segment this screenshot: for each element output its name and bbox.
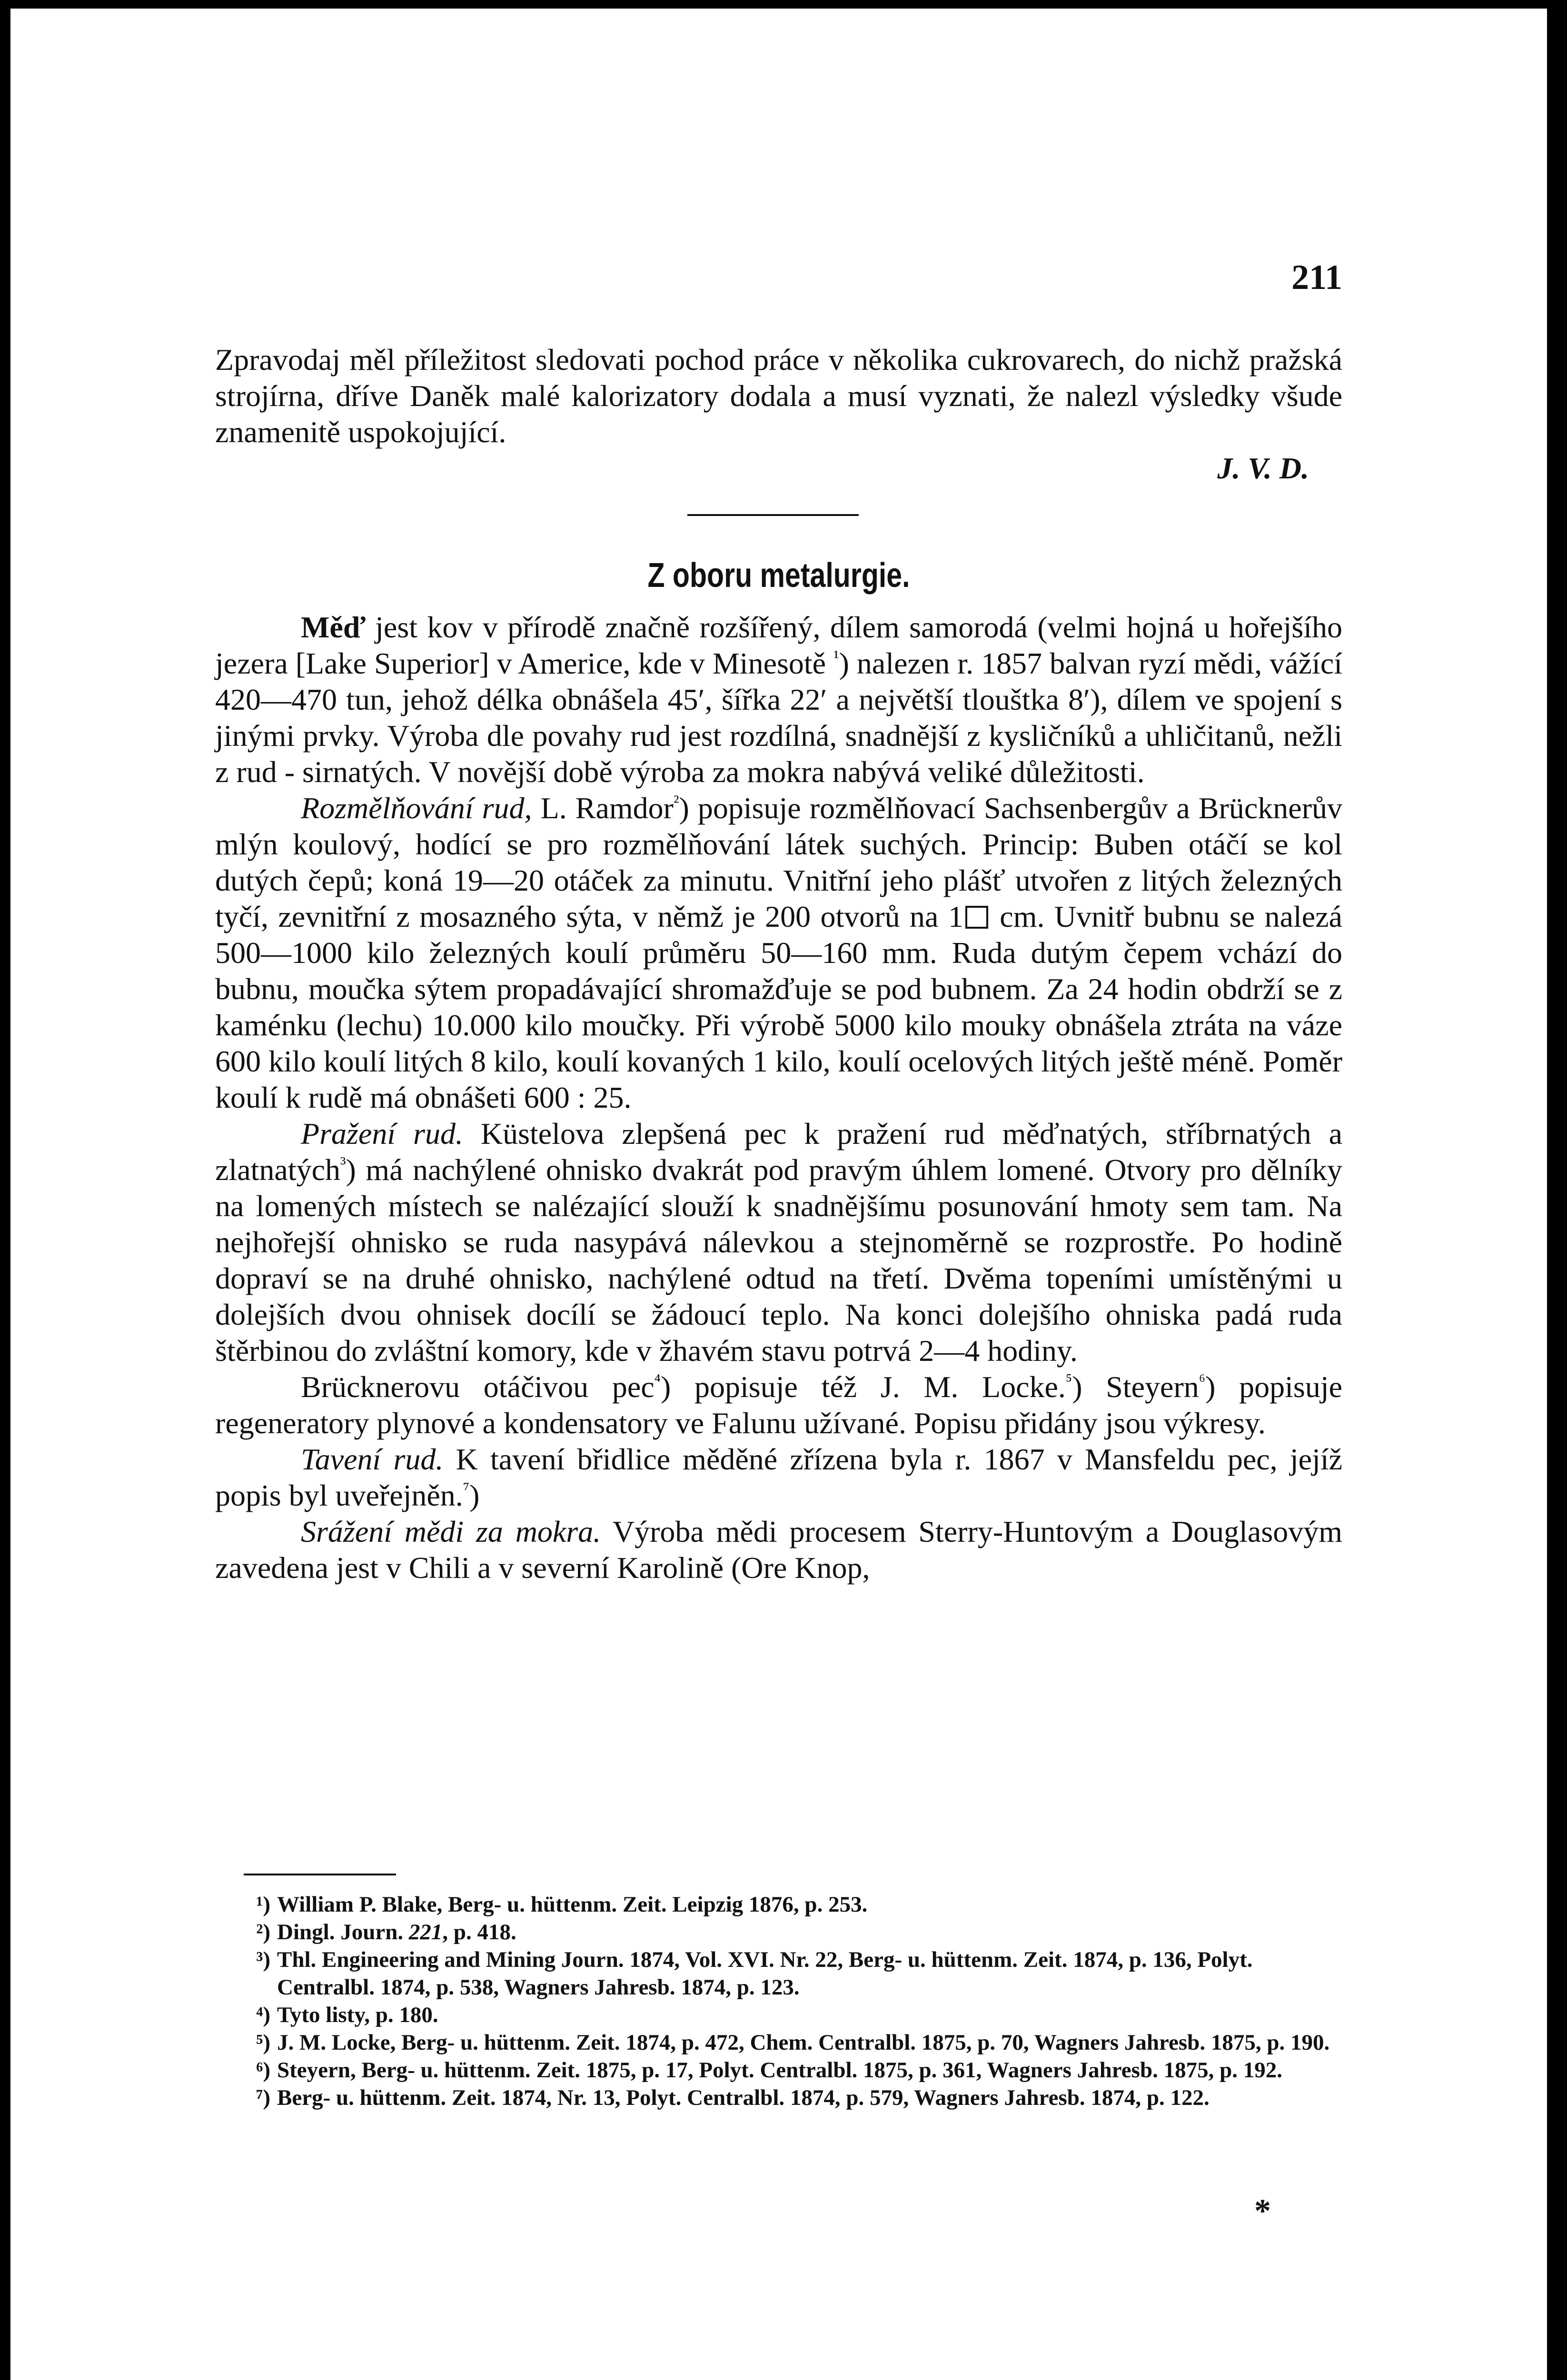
footnote-text (277, 1918, 1342, 1946)
text-run: ) (469, 1478, 480, 1512)
text-run: Küstelova zlepšená pec k pražení rud měďnatých, stříbrnatých a zlatnatých (215, 1117, 1343, 1187)
footnote-5 (215, 2029, 1342, 2056)
footnote-mark: ²) (256, 1920, 270, 1944)
subsection-title: Srážení mědi za mokra. (301, 1515, 601, 1548)
paragraph-copper (215, 609, 1342, 790)
text-run: ) popisuje regeneratory plynové a kondensatory ve Falunu užívané. Popisu přidány jsou výkresy. (215, 1370, 1343, 1440)
footnote-ref: ⁵ (1065, 1370, 1072, 1391)
footnote-mark: ⁷) (256, 2085, 270, 2110)
footnote-ref: ¹ (833, 647, 839, 667)
footnote-mark: ⁴) (256, 2003, 270, 2027)
footnote-mark: ³) (256, 1947, 270, 1972)
paragraph-furnace (215, 1369, 1342, 1441)
footnotes (215, 1891, 1342, 2112)
text-run: L. Ramdor (532, 791, 674, 825)
footnote-4 (215, 2001, 1342, 2029)
text-run: ) popisuje též J. M. Locke. (661, 1370, 1066, 1404)
footnote-text: Thl. Engineering and Mining Journ. 1874, Vol. XVI. Nr. 22, Berg- u. hüttenm. Zeit. 1874, p. 136, Polyt. Centralbl. 1874, p. 538, Wagners Jahresb. 1874, p. 123. (277, 1947, 1253, 2000)
subsection-title: Tavení rud. (301, 1442, 444, 1476)
footnote-2 (215, 1918, 1342, 1946)
text-run: K tavení břidlice měděné zřízena byla r. 1867 v Mansfeldu pec, jejíž popis byl uveřejněn. (215, 1442, 1343, 1512)
intro-paragraph: Zpravodaj měl příležitost sledovati pochod práce v několika cukrovarech, do nichž pražská strojírna, dříve Daněk malé kalorizatory dodala a musí vyznati, že nalezl výsledky všude znamenitě uspokojující. (215, 343, 1342, 449)
paragraph-grinding (215, 790, 1342, 1116)
text-run: cm. Uvnitř bubnu se nalezá 500—1000 kilo železných koulí průměru 50—160 mm. Ruda dutým čepem vchází do bubnu, moučka sýtem propadávající shromažďuje se pod bubnem. Za 24 hodin obdrží se z kaménku (lechu) 10.000 kilo moučky. Při výrobě 5000 kilo mouky obnášela ztráta na váze 600 kilo koulí litých 8 kilo, koulí kovaných 1 kilo, koulí ocelových litých ještě méně. Poměr koulí k rudě má obnášeti 600 : 25. (215, 900, 1343, 1114)
footnote-7 (215, 2084, 1342, 2112)
article-body (215, 609, 1342, 1586)
text-run: ) nalezen r. 1857 balvan ryzí mědi, vážící 420—470 tun, jehož délka obnášela 45′, šířka 22′ a největší tlouštka 8′), dílem ve spojení s jinými prvky. Výroba dle povahy rud jest rozdílná, snadnější z kysličníků a uhličitanů, nežli z rud - sirnatých. V novější době výroba za mokra nabývá veliké důležitosti. (215, 646, 1343, 789)
footnote-ref: ⁴ (654, 1370, 661, 1391)
text-run: ) Steyern (1072, 1370, 1199, 1404)
text-run: jest kov v přírodě značně rozšířený, dílem samorodá (velmi hojná u hořejšího jezera [Lake Superior] v Americe, kde v Minesotě (215, 610, 1342, 680)
footnote-mark: ⁵) (256, 2030, 270, 2055)
footnote-text: Berg- u. hüttenm. Zeit. 1874, Nr. 13, Polyt. Centralbl. 1874, p. 579, Wagners Jahresb. 1874, p. 122. (277, 2085, 1210, 2110)
author-signature: J. V. D. (1217, 451, 1309, 485)
footnote-ref: ³ (340, 1153, 346, 1174)
footnote-text: J. M. Locke, Berg- u. hüttenm. Zeit. 1874, p. 472, Chem. Centralbl. 1875, p. 70, Wagners Jahresb. 1875, p. 190. (277, 2030, 1330, 2055)
separator-rule (687, 514, 859, 516)
footnote-rule (244, 1874, 396, 1875)
footnote-ref: ⁶ (1199, 1370, 1206, 1391)
footnote-1 (215, 1891, 1342, 1918)
end-mark: * (1254, 2193, 1271, 2230)
footnote-mark: ⁶) (256, 2058, 270, 2082)
text-run: , p. 418. (442, 1920, 516, 1944)
footnote-mark: ¹) (256, 1892, 270, 1917)
page-number: 211 (1291, 258, 1342, 297)
section-title: Z oboru metalurgie. (647, 556, 910, 595)
footnote-text: Steyern, Berg- u. hüttenm. Zeit. 1875, p. 17, Polyt. Centralbl. 1875, p. 361, Wagners Jahresb. 1875, p. 192. (277, 2058, 1282, 2082)
paragraph-precipitation (215, 1514, 1342, 1586)
subsection-title: Rozmělňování rud, (301, 791, 532, 825)
scanned-page (10, 9, 1547, 2380)
footnote-text: Tyto listy, p. 180. (277, 2003, 438, 2027)
footnote-ref: ⁷ (463, 1479, 470, 1499)
footnote-text: William P. Blake, Berg- u. hüttenm. Zeit. Leipzig 1876, p. 253. (277, 1892, 868, 1917)
square-symbol (965, 906, 988, 929)
subsection-title: Pražení rud. (301, 1117, 463, 1150)
text-run: ) má nachýlené ohnisko dvakrát pod pravým úhlem lomené. Otvory pro dělníky na lomených místech se nalézající slouží k snadnějšímu posunování hmoty sem tam. Na nejhořejší ohnisko se ruda nasypává nálevkou a stejnoměrně se rozprostře. Po hodině dopraví se na druhé ohnisko, nachýlené odtud na třetí. Dvěma topeními umístěnými u dolejších dvou ohnisek docílí se žádoucí teplo. Na konci dolejšího ohniska padá ruda štěrbinou do zvláštní komory, kde v žhavém stavu potrvá 2—4 hodiny. (215, 1153, 1342, 1368)
text-run: Výroba mědi procesem Sterry-Huntovým a Douglasovým zavedena jest v Chili a v severní Karolině (Ore Knop, (215, 1515, 1343, 1585)
footnote-ref: ² (673, 792, 679, 812)
footnote-6 (215, 2056, 1342, 2084)
text-run: Brücknerovu otáčivou pec (301, 1370, 655, 1404)
volume-number: 221 (408, 1920, 443, 1944)
lead-word: Měď (301, 610, 366, 644)
text-run: ) popisuje rozmělňovací Sachsenbergův a Brücknerův mlýn koulový, hodící se pro rozmělňování látek suchých. Princip: Buben otáčí se kol dutých čepů; koná 19—20 otáček za minutu. Vnitřní jeho plášť utvořen z litých železných tyčí, zevnitřní z mosazného sýta, v němž je 200 otvorů na 1 (215, 791, 1343, 933)
paragraph-smelting (215, 1441, 1342, 1514)
intro-block (215, 342, 1342, 486)
footnote-3 (215, 1946, 1342, 2001)
paragraph-roasting (215, 1116, 1342, 1369)
text-run: Dingl. Journ. (277, 1920, 409, 1944)
